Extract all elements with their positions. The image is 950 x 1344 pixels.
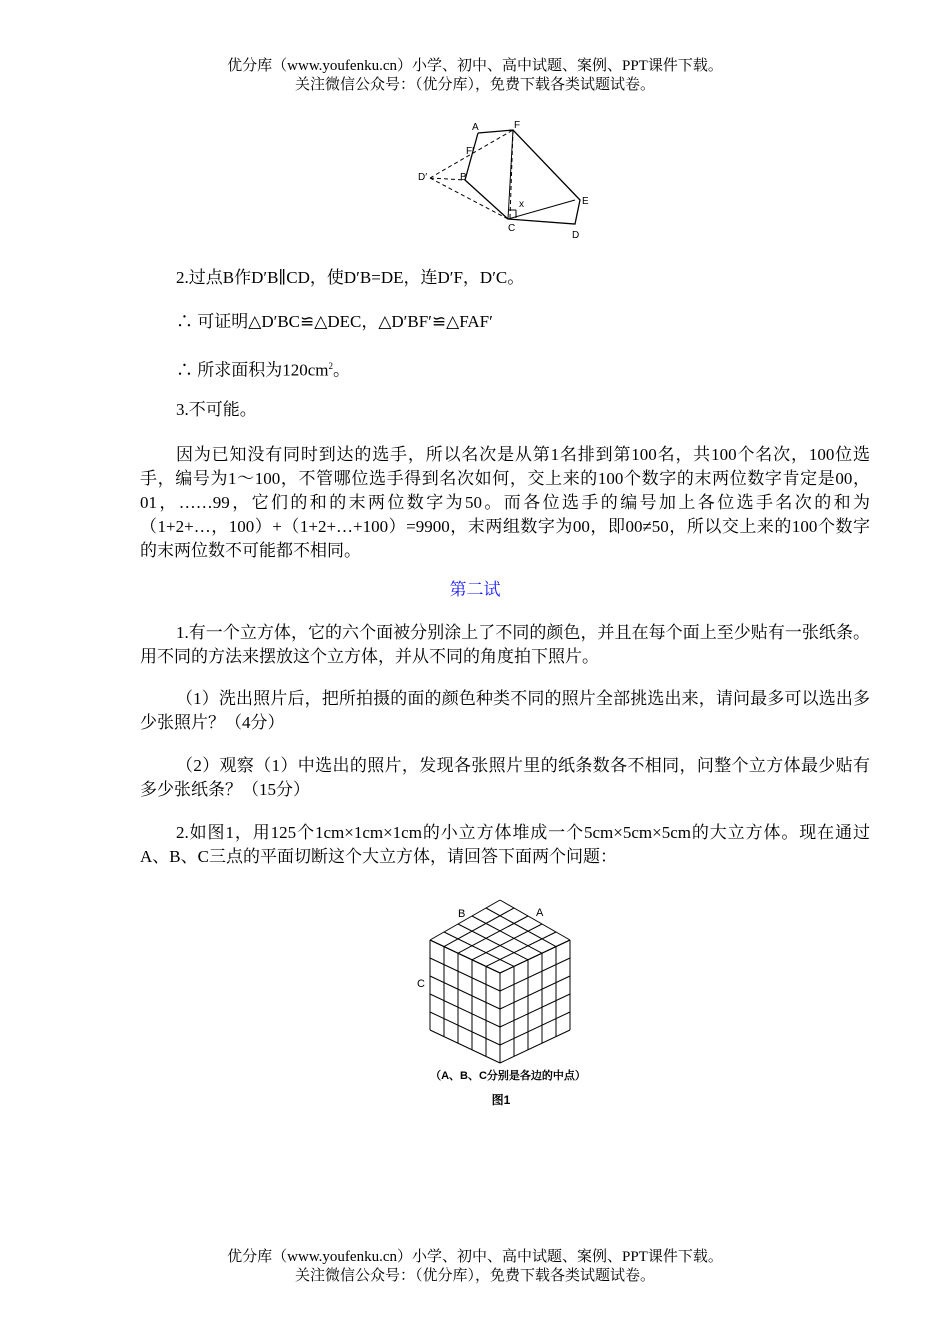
cube-line (430, 1030, 500, 1063)
cube-line (500, 900, 570, 940)
label-d-prime: D′ (418, 172, 428, 183)
label-f-prime: F′ (466, 146, 474, 157)
paragraph-solution-3: 3.不可能。 (176, 400, 257, 419)
cube-line (430, 976, 500, 1009)
geometry-figure (410, 118, 600, 243)
cube-line (486, 908, 556, 947)
label-b: B (460, 172, 467, 183)
section-title: 第二试 (449, 580, 501, 599)
cube-line (500, 994, 570, 1027)
figure-segment-fc (508, 130, 513, 219)
cube-line (500, 1012, 570, 1045)
label-x: x (519, 199, 524, 210)
paragraph-solution-2: 2.过点B作D′B∥CD，使D′B=DE，连D′F，D′C。 (176, 268, 525, 287)
question-1: 1.有一个立方体，它的六个面被分别涂上了不同的颜色，并且在每个面上至少贴有一张纸条。用不同的方法来摆放这个立方体，并从不同的角度拍下照片。 (140, 623, 870, 666)
cube-line (500, 958, 570, 991)
cube-label-b: B (458, 908, 466, 920)
question-2: 2.如图1，用125个1cm×1cm×1cm的小立方体堆成一个5cm×5cm×5cm的大立方体。现在通过A、B、C三点的平面切断这个大立方体，请回答下面两个问题： (140, 823, 870, 866)
cube-label-a: A (536, 907, 544, 919)
cube-label-c: C (417, 978, 425, 990)
label-e: E (582, 196, 589, 207)
cube-line (472, 924, 542, 960)
cube-grid (430, 900, 570, 1063)
cube-line (500, 1030, 570, 1063)
question-1-part-1: （1）洗出照片后，把所拍摄的面的颜色种类不同的照片全部挑选出来，请问最多可以选出多少张照片？（4分） (140, 689, 870, 732)
paragraph-area (140, 354, 870, 383)
cube-caption: （A、B、C分别是各边的中点） (430, 1070, 586, 1082)
cube-line (430, 940, 500, 973)
cube-line (430, 1012, 500, 1045)
cube-line (458, 916, 528, 953)
area-end: 。 (333, 360, 351, 380)
cube-line (472, 916, 542, 953)
cube-figure-label: 图1 (491, 1093, 511, 1107)
cube-line (430, 900, 500, 940)
cube-line (458, 924, 528, 960)
label-c: C (508, 223, 516, 234)
cube-line (444, 908, 514, 947)
header-line-2: 关注微信公众号：（优分库），免费下载各类试题试卷。 (294, 77, 655, 93)
cube-line (500, 940, 570, 973)
paragraph-explanation: 因为已知没有同时到达的选手，所以名次是从第1名排到第100名，共100个名次，100位选手，编号为1～100，不管哪位选手得到名次如何，交上来的100个数字的末两位数字肯定是00，01，……99，它们的和的末两位数字为50。而各位选手的编号加上各位选手名次的和为（1+2+…，100）+（1+2+…+100）=9900，末两组数字为00，即00≠50，所以交上来的100个数字的末两位数不可能都不相同。 (140, 445, 870, 560)
paragraph-proof: ∴ 可证明△D′BC≌△DEC，△D′BF′≌△FAF′ (176, 312, 493, 331)
cube-line (486, 932, 556, 966)
footer-line-1: 优分库（www.youfenku.cn）小学、初中、高中试题、案例、PPT课件下载。 (227, 1249, 723, 1265)
page-footer (0, 1248, 950, 1286)
label-f: F (514, 120, 521, 131)
area-superscript: 2 (328, 361, 334, 371)
cube-line (430, 994, 500, 1027)
page-header (0, 57, 950, 95)
cube-figure (405, 895, 615, 1115)
header-line-1: 优分库（www.youfenku.cn）小学、初中、高中试题、案例、PPT课件下载。 (227, 58, 723, 74)
footer-line-2: 关注微信公众号：（优分库），免费下载各类试题试卷。 (294, 1268, 655, 1284)
area-text: ∴ 所求面积为120cm (176, 360, 329, 380)
cube-line (430, 958, 500, 991)
question-1-part-2: （2）观察（1）中选出的照片，发现各张照片里的纸条数各不相同，问整个立方体最少贴有多少张纸条？（15分） (140, 756, 870, 799)
cube-line (500, 976, 570, 1009)
label-d: D (572, 230, 580, 241)
label-a: A (472, 122, 479, 133)
cube-line (444, 932, 514, 966)
